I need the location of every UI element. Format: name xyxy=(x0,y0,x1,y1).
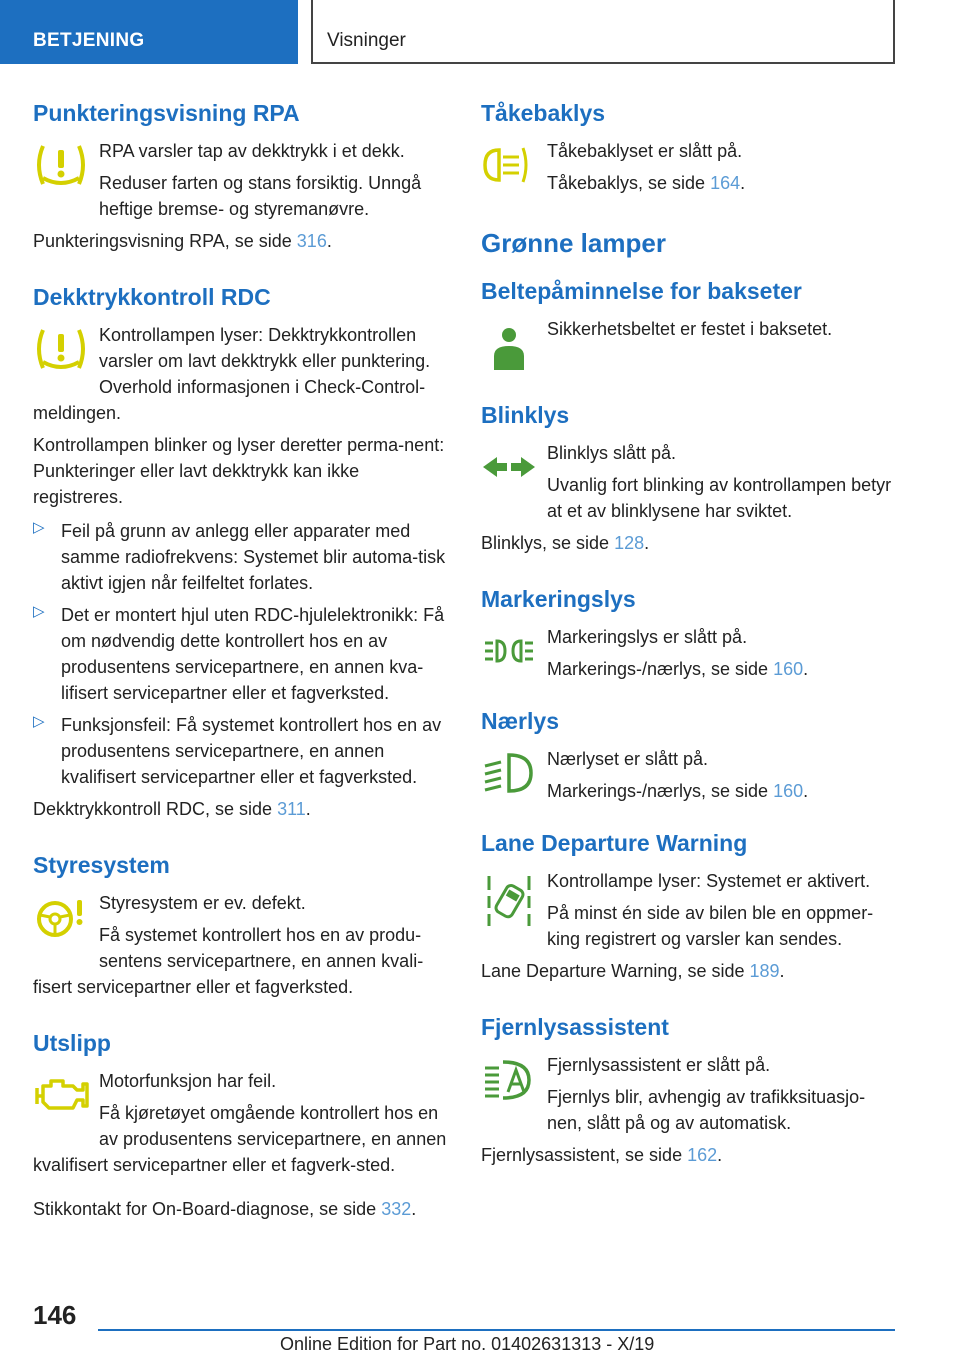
bullet-text: Feil på grunn av anlegg eller apparater med samme radiofrekvens: Systemet blir automa-tisk aktivt igjen når feilfeltet forlates. xyxy=(61,521,446,593)
page-title-box xyxy=(311,0,895,64)
emission-page-link[interactable]: 332 xyxy=(381,1199,412,1219)
triangle-bullet-icon: ▷ xyxy=(33,603,45,620)
emission-line-1: Motorfunksjon har feil. xyxy=(99,1071,277,1091)
entry-highbeam xyxy=(481,1052,896,1136)
lane-reference: Lane Departure Warning, se side 189. xyxy=(481,961,785,981)
footer-divider xyxy=(98,1329,895,1331)
heading-steering: Styresystem xyxy=(33,852,170,878)
entry-rpa xyxy=(33,138,449,222)
heading-lowbeam: Nærlys xyxy=(481,708,559,734)
blink-line-1: Blinklys slått på. xyxy=(547,443,677,463)
bullet-text: Det er montert hjul uten RDC-hjulelektronikk: Få om nødvendig dette kontrollert hos en av produsentens servicepartnere, en annen kva-lifisert servicepartner eller et fagverksted. xyxy=(61,605,445,703)
steering-wheel-warning-icon xyxy=(33,894,89,940)
blink-page-link[interactable]: 128 xyxy=(614,533,645,553)
right-column xyxy=(481,98,896,1168)
section-label: BETJENING xyxy=(33,30,145,51)
fog-reference: Tåkebaklys, se side 164. xyxy=(547,173,746,193)
section-tab xyxy=(0,0,298,64)
entry-rdc xyxy=(33,322,449,426)
entry-fog xyxy=(481,138,896,196)
rdc-para-2: Kontrollampen blinker og lyser deretter perma-nent: Punkteringer eller lavt dekktrykk kan ikke registreres. xyxy=(33,435,445,507)
lowbeam-line-1: Nærlyset er slått på. xyxy=(547,749,709,769)
steering-line-2: Få systemet kontrollert hos en av produ-sentens servicepartnere, en annen kvali-fisert servicepartner eller et fagverksted. xyxy=(33,925,424,997)
emission-ref-text: Stikkontakt for On-Board-diagnose, se side xyxy=(33,1199,382,1219)
blink-line-2: Uvanlig fort blinking av kontrollampen betyr at et av blinklysene har sviktet. xyxy=(547,475,892,521)
highbeam-reference: Fjernlysassistent, se side 162. xyxy=(481,1145,723,1165)
rpa-reference: Punkteringsvisning RPA, se side 316. xyxy=(33,231,332,251)
heading-belt: Beltepåminnelse for bakseter xyxy=(481,278,802,304)
rpa-ref-text: Punkteringsvisning RPA, se side xyxy=(33,231,297,251)
lane-ref-text: Lane Departure Warning, se side xyxy=(481,961,750,981)
lowbeam-page-link[interactable]: 160 xyxy=(773,781,804,801)
heading-rpa: Punkteringsvisning RPA xyxy=(33,100,300,126)
lane-line-2: På minst én side av bilen ble en oppmer-king registrert og varsler kan sendes. xyxy=(547,903,874,949)
entry-lane xyxy=(481,868,896,952)
low-beam-icon xyxy=(481,750,537,796)
heading-blink: Blinklys xyxy=(481,402,570,428)
turn-signal-arrows-icon xyxy=(481,444,537,490)
engine-check-icon xyxy=(33,1072,89,1118)
highbeam-ref-text: Fjernlysassistent, se side xyxy=(481,1145,688,1165)
steering-line-1: Styresystem er ev. defekt. xyxy=(99,893,306,913)
entry-marker xyxy=(481,624,896,682)
fog-page-link[interactable]: 164 xyxy=(710,173,741,193)
heading-fog: Tåkebaklys xyxy=(481,100,606,126)
tire-pressure-warning-icon xyxy=(33,326,89,372)
rdc-text: Kontrollampen lyser: Dekktrykkontrollen varsler om lavt dekktrykk eller punktering. Overhold informasjonen i Check-Control-meldingen. xyxy=(33,325,431,423)
lowbeam-ref-text: Markerings-/nærlys, se side xyxy=(547,781,774,801)
emission-line-2: Få kjøretøyet omgående kontrollert hos en av produsentens servicepartnere, en annen kvalifisert servicepartner eller et fagverk-sted. xyxy=(33,1103,447,1175)
highbeam-page-link[interactable]: 162 xyxy=(687,1145,718,1165)
highbeam-line-1: Fjernlysassistent er slått på. xyxy=(547,1055,771,1075)
entry-blink xyxy=(481,440,896,524)
page-number: 146 xyxy=(33,1300,77,1330)
heading-emission: Utslipp xyxy=(33,1030,111,1056)
entry-belt xyxy=(481,316,896,372)
heading-marker: Markeringslys xyxy=(481,586,636,612)
lowbeam-reference: Markerings-/nærlys, se side 160. xyxy=(547,781,809,801)
rdc-ref-text: Dekktrykkontroll RDC, se side xyxy=(33,799,278,819)
heading-highbeam: Fjernlysassistent xyxy=(481,1014,669,1040)
highbeam-line-2: Fjernlys blir, avhengig av trafikksituasjo-nen, slått på og av automatisk. xyxy=(547,1087,866,1133)
heading-rdc: Dekktrykkontroll RDC xyxy=(33,284,271,310)
heading-green-lamps: Grønne lamper xyxy=(481,228,666,258)
entry-steering xyxy=(33,890,449,1000)
rdc-bullet xyxy=(33,602,449,706)
marker-reference: Markerings-/nærlys, se side 160. xyxy=(547,659,809,679)
blink-reference: Blinklys, se side 128. xyxy=(481,533,650,553)
triangle-bullet-icon: ▷ xyxy=(33,713,45,730)
left-column xyxy=(33,98,449,1222)
rdc-reference: Dekktrykkontroll RDC, se side 311. xyxy=(33,799,311,819)
marker-page-link[interactable]: 160 xyxy=(773,659,804,679)
rpa-line-2: Reduser farten og stans forsiktig. Unngå heftige bremse- og styremanøvre. xyxy=(99,173,422,219)
blink-ref-text: Blinklys, se side xyxy=(481,533,615,553)
rdc-bullet xyxy=(33,518,449,596)
rpa-page-link[interactable]: 316 xyxy=(296,231,327,251)
heading-lane: Lane Departure Warning xyxy=(481,830,748,856)
triangle-bullet-icon: ▷ xyxy=(33,519,45,536)
high-beam-assistant-icon xyxy=(481,1056,537,1102)
marker-line-1: Markeringslys er slått på. xyxy=(547,627,748,647)
rear-fog-light-icon xyxy=(481,142,537,188)
rdc-bullet xyxy=(33,712,449,790)
seatbelt-person-icon xyxy=(481,326,537,372)
fog-ref-text: Tåkebaklys, se side xyxy=(547,173,711,193)
emission-reference: Stikkontakt for On-Board-diagnose, se side 332. xyxy=(33,1199,417,1219)
parking-light-icon xyxy=(481,628,537,674)
lane-line-1: Kontrollampe lyser: Systemet er aktivert. xyxy=(547,871,871,891)
lane-page-link[interactable]: 189 xyxy=(749,961,780,981)
bullet-text: Funksjonsfeil: Få systemet kontrollert hos en av produsentens servicepartnere, en annen kvalifisert servicepartner eller et fagverksted. xyxy=(61,715,442,787)
entry-emission xyxy=(33,1068,449,1178)
marker-ref-text: Markerings-/nærlys, se side xyxy=(547,659,774,679)
entry-lowbeam xyxy=(481,746,896,804)
lane-departure-icon xyxy=(481,872,537,928)
fog-line-1: Tåkebaklyset er slått på. xyxy=(547,141,743,161)
edition-note: Online Edition for Part no. 01402631313 - X/19 xyxy=(280,1334,655,1354)
tire-warning-icon xyxy=(33,142,89,188)
page-title: Visninger xyxy=(327,30,406,51)
rdc-page-link[interactable]: 311 xyxy=(277,799,306,819)
belt-line-1: Sikkerhetsbeltet er festet i baksetet. xyxy=(547,319,833,339)
rpa-line-1: RPA varsler tap av dekktrykk i et dekk. xyxy=(99,141,405,161)
